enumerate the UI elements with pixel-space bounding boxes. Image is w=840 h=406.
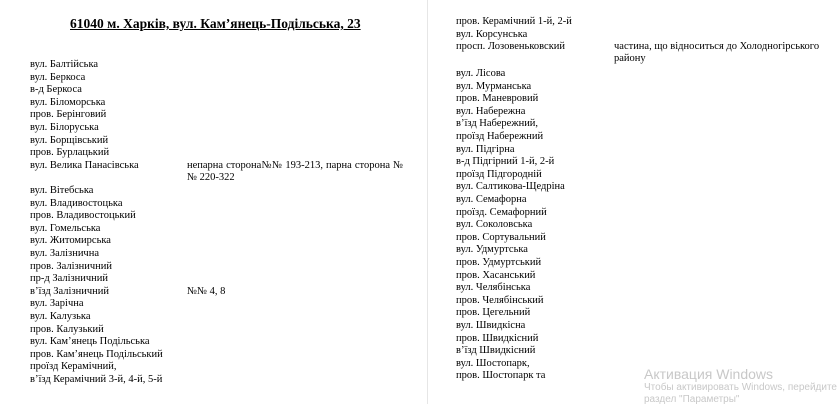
street-entry: пров. Цегельний: [456, 307, 531, 319]
street-note: непарна сторона№№ 193-213, парна сторона №№ 220-322: [187, 159, 403, 183]
street-entry: вул. Білоруська: [30, 122, 99, 133]
street-entry: вул. Челябінська: [456, 282, 531, 294]
street-entry: пров. Кам’янець Подільський: [30, 348, 163, 360]
street-entry: пр-д Залізничний: [30, 273, 109, 285]
street-entry: пров. Челябінський: [456, 294, 544, 306]
street-entry: вул. Лісова: [456, 68, 506, 79]
street-entry: пров. Сортувальний: [456, 231, 546, 243]
street-entry: пров. Владивостоцький: [30, 210, 136, 222]
street-entry: пров. Шостопарк та: [456, 370, 546, 382]
street-entry: проїзд Керамічний,: [30, 361, 117, 373]
street-entry: в’їзд Керамічний 3-й, 4-й, 5-й: [30, 374, 163, 385]
street-entry: вул. Шостопарк,: [456, 357, 530, 369]
watermark-title: Активация Windows: [644, 366, 774, 382]
street-note: №№ 4, 8: [187, 285, 226, 297]
street-entry: вул. Корсунська: [456, 28, 528, 40]
street-entry: пров. Маневровий: [456, 93, 539, 105]
street-entry: пров. Керамічний 1-й, 2-й: [456, 16, 572, 27]
street-entry: пров. Берінговий: [30, 109, 107, 121]
street-entry: вул. Біломорська: [30, 96, 106, 108]
street-entry: вул. Кам’янець Подільська: [30, 336, 150, 348]
street-entry: вул. Семафорна: [456, 194, 527, 205]
document-title: 61040 м. Харків, вул. Кам’янець-Подільська, 23: [70, 16, 361, 31]
street-entry: вул. Набережна: [456, 105, 526, 117]
windows-activation-watermark: [644, 366, 840, 406]
street-entry: в’їзд Швидкісний: [456, 345, 536, 357]
street-entry: вул. Удмуртська: [456, 244, 528, 256]
street-entry: вул. Балтійська: [30, 59, 99, 70]
watermark-line-1: Чтобы активировать Windows, перейдите: [644, 382, 837, 393]
street-entry: пров. Швидкісний: [456, 332, 539, 344]
street-entry: вул. Підгірна: [456, 143, 515, 155]
street-entry: вул. Соколовська: [456, 219, 533, 231]
street-entry: вул. Залізнична: [30, 248, 99, 259]
street-entry: пров. Хасанський: [456, 269, 536, 281]
street-entry: вул. Беркоса: [30, 71, 86, 83]
street-entry: проїзд Набережний: [456, 131, 544, 142]
street-entry: пров. Бурлацький: [30, 147, 110, 159]
watermark-line-2: раздел "Параметры": [644, 394, 740, 405]
street-entry: вул. Гомельська: [30, 222, 101, 234]
street-entry: просп. Лозовеньковский: [456, 41, 566, 53]
street-entry: вул. Швидкісна: [456, 320, 526, 331]
street-entry: вул. Мурманська: [456, 80, 532, 92]
street-entry: вул. Зарічна: [30, 298, 84, 310]
street-entry: вул. Борщівський: [30, 134, 109, 146]
street-entry: вул. Велика Панасівська: [30, 159, 139, 171]
street-entry: в’їзд Залізничний: [30, 285, 109, 297]
column-divider: [427, 0, 428, 404]
street-entry: вул. Житомирська: [30, 235, 111, 247]
street-entry: в-д Підгірний 1-й, 2-й: [456, 156, 555, 168]
street-entry: пров. Калузький: [30, 323, 104, 335]
street-entry: вул. Владивостоцька: [30, 197, 123, 209]
street-entry: пров. Залізничний: [30, 260, 113, 272]
street-entry: в-д Беркоса: [30, 84, 82, 96]
street-entry: проїзд. Семафорний: [456, 206, 547, 218]
street-entry: вул. Вітебська: [30, 185, 94, 196]
street-note: частина, що відноситься до Холодногірського району: [614, 41, 820, 65]
street-entry: вул. Калузька: [30, 311, 91, 322]
street-entry: проїзд Підгородній: [456, 168, 542, 180]
street-entry: в’їзд Набережний,: [456, 118, 539, 130]
street-entry: вул. Салтикова-Щедріна: [456, 181, 565, 193]
street-entry: пров. Удмуртський: [456, 257, 542, 268]
